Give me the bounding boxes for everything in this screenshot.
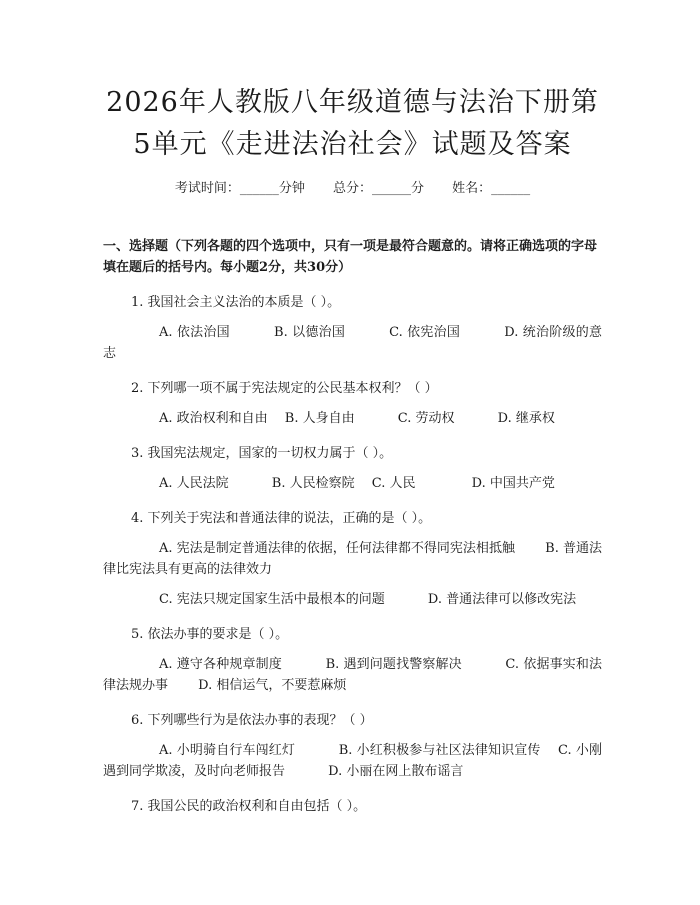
exam-score: 总分：______分 [332, 181, 424, 196]
question-2-options: A. 政治权利和自由 B. 人身自由 C. 劳动权 D. 继承权 [159, 411, 555, 426]
question-block-1 [103, 292, 602, 364]
question-3-options: A. 人民法院 B. 人民检察院 C. 人民 D. 中国共产党 [159, 476, 555, 491]
question-1: 1. 我国社会主义法治的本质是（ ）。 [131, 295, 341, 310]
question-6-options: A. 小明骑自行车闯红灯 B. 小红积极参与社区法律知识宣传 C. 小刚遇到同学欺凌，及时向老师报告 D. 小丽在网上散布谣言 [103, 743, 602, 779]
question-block-3 [103, 443, 602, 494]
question-3: 3. 我国宪法规定，国家的一切权力属于（ ）。 [131, 446, 393, 461]
question-4: 4. 下列关于宪法和普通法律的说法，正确的是（ ）。 [131, 511, 432, 526]
exam-time: 考试时间：______分钟 [174, 181, 305, 196]
question-2: 2. 下列哪一项不属于宪法规定的公民基本权利？（ ） [131, 381, 438, 396]
question-7: 7. 我国公民的政治权利和自由包括（ ）。 [131, 799, 367, 814]
question-1-options: A. 依法治国 B. 以德治国 C. 依宪治国 D. 统治阶级的意志 [103, 325, 602, 361]
exam-meta [103, 179, 602, 199]
question-block-6 [103, 710, 602, 782]
question-block-7 [103, 796, 602, 817]
question-5-options: A. 遵守各种规章制度 B. 遇到问题找警察解决 C. 依据事实和法律法规办事 D. 相信运气，不要惹麻烦 [103, 657, 602, 693]
page-title: 2026年人教版八年级道德与法治下册第5单元《走进法治社会》试题及答案 [106, 87, 599, 160]
question-4-options-cd: C. 宪法只规定国家生活中最根本的问题 D. 普通法律可以修改宪法 [159, 592, 577, 607]
question-4-options-ab: A. 宪法是制定普通法律的依据，任何法律都不得同宪法相抵触 B. 普通法律比宪法具有更高的法律效力 [103, 541, 602, 577]
question-block-2 [103, 378, 602, 429]
exam-name: 姓名：______ [452, 181, 531, 196]
question-6: 6. 下列哪些行为是依法办事的表现？（ ） [131, 713, 373, 728]
section-heading: 一、选择题（下列各题的四个选项中，只有一项是最符合题意的。请将正确选项的字母填在题后的括号内。每小题2分，共30分） [103, 239, 598, 275]
question-block-5 [103, 624, 602, 696]
question-5: 5. 依法办事的要求是（ ）。 [131, 627, 289, 642]
question-block-4 [103, 508, 602, 610]
